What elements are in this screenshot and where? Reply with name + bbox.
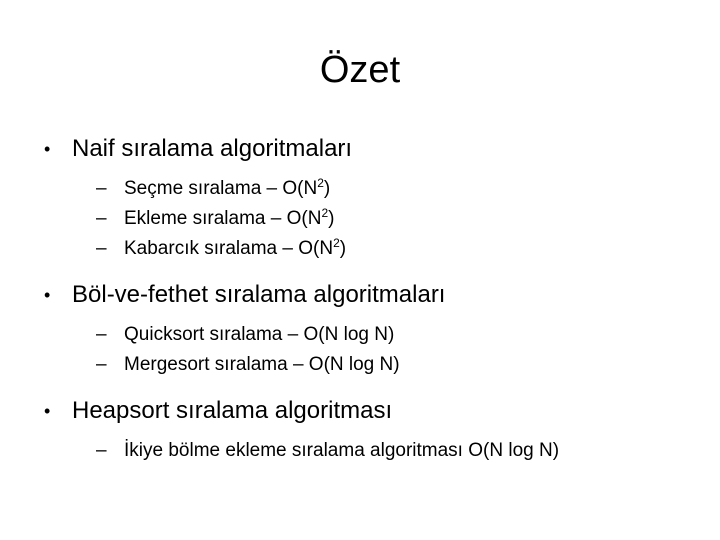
sub-item-suffix: ) — [328, 208, 335, 229]
sub-list-divide-and-conquer — [40, 320, 700, 380]
sub-item-binary-insertion-sort — [40, 436, 700, 466]
sub-item-text: Ekleme sıralama – O(N — [124, 208, 322, 229]
dash-icon: – — [96, 238, 107, 259]
sub-item-text: İkiye bölme ekleme sıralama algoritması O(N log N) — [124, 440, 560, 461]
sub-item-bubble-sort — [40, 234, 700, 264]
bullet-text: Böl-ve-fethet sıralama algoritmaları — [72, 281, 446, 308]
sub-item-text: Seçme sıralama – O(N — [124, 178, 318, 199]
dash-icon: – — [96, 440, 107, 461]
bullet-text: Naif sıralama algoritmaları — [72, 135, 353, 162]
sub-list-naive-sorting — [40, 174, 700, 264]
exponent: 2 — [317, 176, 324, 190]
bullet-heapsort — [40, 390, 700, 432]
bullet-icon: • — [44, 401, 51, 421]
sub-item-quicksort — [40, 320, 700, 350]
sub-item-suffix: ) — [339, 238, 347, 259]
sub-item-mergesort — [40, 350, 700, 380]
dash-icon: – — [96, 208, 107, 229]
bullet-text: Heapsort sıralama algoritması — [72, 397, 393, 424]
slide-content — [40, 128, 700, 476]
bullet-icon: • — [44, 139, 51, 159]
sub-item-selection-sort — [40, 174, 700, 204]
sub-item-suffix: ) — [323, 178, 331, 199]
sub-item-text: Kabarcık sıralama – O(N — [124, 238, 334, 259]
sub-item-text: Mergesort sıralama – O(N log N) — [124, 354, 400, 375]
slide-title: Özet — [319, 49, 401, 91]
sub-item-text: Quicksort sıralama – O(N log N) — [124, 324, 395, 345]
bullet-naive-sorting — [40, 128, 700, 170]
bullet-divide-and-conquer — [40, 274, 700, 316]
exponent: 2 — [321, 206, 329, 220]
exponent: 2 — [333, 236, 340, 250]
sub-list-heapsort — [40, 436, 700, 466]
sub-item-insertion-sort — [40, 204, 700, 234]
dash-icon: – — [96, 354, 107, 375]
bullet-icon: • — [44, 285, 51, 305]
dash-icon: – — [96, 178, 107, 199]
dash-icon: – — [96, 324, 107, 345]
